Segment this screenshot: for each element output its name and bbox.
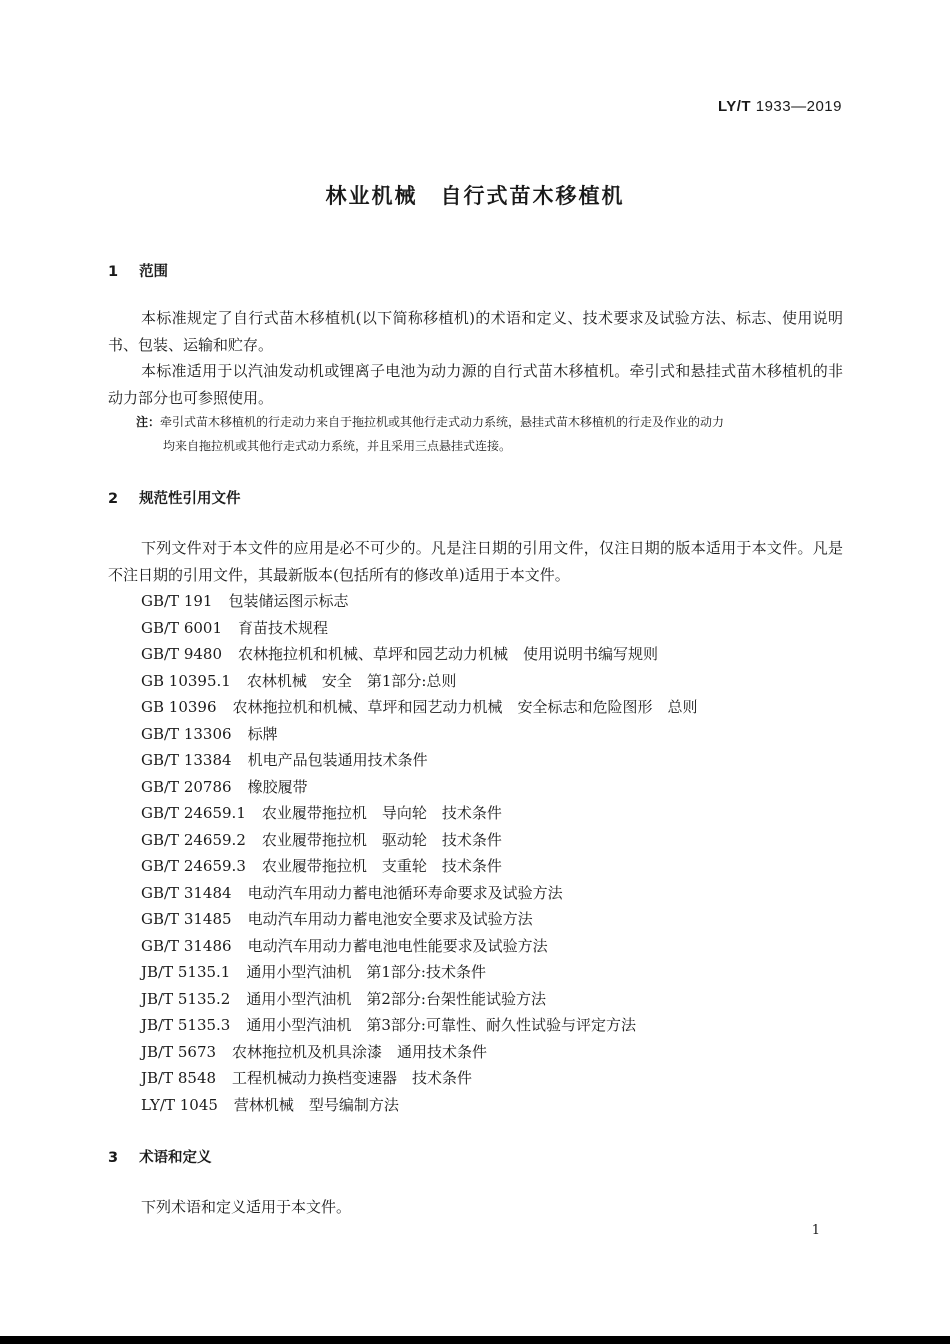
- terms-intro: 下列术语和定义适用于本文件。: [141, 1198, 352, 1216]
- scope-paragraph-2: 本标准适用于以汽油发动机或锂离子电池为动力源的自行式苗木移植机。牵引式和悬挂式苗木移植机的非动力部分也可参照使用。: [108, 362, 843, 407]
- document-title: 林业机械 自行式苗木移植机: [325, 184, 625, 208]
- reference-code: GB/T 24659.3: [141, 857, 246, 875]
- scope-note: [136, 410, 843, 458]
- reference-item: [141, 694, 698, 721]
- reference-code: LY/T 1045: [141, 1095, 218, 1114]
- reference-item: [141, 880, 698, 907]
- reference-item: [141, 747, 698, 774]
- reference-code: JB/T 5135.2: [141, 989, 231, 1008]
- reference-item: [141, 1065, 698, 1092]
- reference-item: [141, 721, 698, 748]
- reference-name: 电动汽车用动力蓄电池安全要求及试验方法: [247, 910, 533, 928]
- reference-name: 营林机械 型号编制方法: [233, 1095, 399, 1114]
- reference-code: GB/T 31486: [141, 936, 232, 955]
- section-number: 2: [108, 491, 119, 507]
- reference-item: [141, 933, 698, 960]
- reference-name: 机电产品包装通用技术条件: [247, 751, 428, 769]
- section-title: 规范性引用文件: [139, 491, 241, 507]
- standard-code: [718, 98, 842, 115]
- reference-code: GB/T 9480: [141, 645, 223, 663]
- reference-code: GB/T 13306: [141, 724, 232, 743]
- reference-code: GB/T 24659.2: [141, 830, 246, 849]
- reference-item: [141, 986, 698, 1013]
- reference-item: [141, 668, 698, 695]
- reference-code: JB/T 5673: [141, 1042, 217, 1061]
- reference-code: JB/T 5135.1: [141, 963, 231, 981]
- reference-name: 农林拖拉机及机具涂漆 通用技术条件: [232, 1042, 488, 1061]
- reference-item: [141, 774, 698, 801]
- reference-name: 农业履带拖拉机 支重轮 技术条件: [261, 857, 502, 875]
- reference-name: 农林拖拉机和机械、草坪和园艺动力机械 使用说明书编写规则: [238, 645, 659, 663]
- reference-code: GB 10395.1: [141, 671, 231, 690]
- scope-paragraph-1: 本标准规定了自行式苗木移植机(以下简称移植机)的术语和定义、技术要求及试验方法、标志、使用说明书、包装、运输和贮存。: [108, 309, 843, 354]
- reference-name: 通用小型汽油机 第2部分:台架性能试验方法: [246, 989, 546, 1008]
- standard-code-number: 1933—2019: [755, 98, 842, 115]
- reference-item: [141, 588, 698, 615]
- reference-name: 农林机械 安全 第1部分:总则: [246, 671, 457, 690]
- reference-list: [141, 588, 698, 1118]
- reference-code: GB/T 6001: [141, 618, 223, 637]
- reference-code: GB 10396: [141, 698, 217, 716]
- standard-code-prefix: LY/T: [717, 98, 752, 115]
- reference-name: 农业履带拖拉机 导向轮 技术条件: [261, 804, 502, 822]
- reference-item: [141, 1092, 698, 1119]
- reference-name: 工程机械动力换档变速器 技术条件: [232, 1069, 473, 1087]
- reference-code: GB/T 31484: [141, 883, 232, 902]
- reference-item: [141, 906, 698, 933]
- reference-code: GB/T 31485: [141, 910, 232, 928]
- reference-item: [141, 1039, 698, 1066]
- page-number: 1: [811, 1223, 820, 1238]
- reference-item: [141, 800, 698, 827]
- reference-item: [141, 1012, 698, 1039]
- reference-item: [141, 959, 698, 986]
- reference-item: [141, 641, 698, 668]
- reference-item: [141, 827, 698, 854]
- section-title: 范围: [139, 264, 169, 280]
- reference-name: 育苗技术规程: [238, 618, 329, 637]
- section-number: 1: [108, 264, 119, 280]
- reference-name: 通用小型汽油机 第1部分:技术条件: [246, 963, 486, 981]
- reference-name: 农业履带拖拉机 驱动轮 技术条件: [261, 830, 502, 849]
- reference-name: 通用小型汽油机 第3部分:可靠性、耐久性试验与评定方法: [246, 1016, 636, 1034]
- reference-name: 农林拖拉机和机械、草坪和园艺动力机械 安全标志和危险图形 总则: [232, 698, 698, 716]
- reference-item: [141, 853, 698, 880]
- section-title: 术语和定义: [139, 1150, 212, 1166]
- section-heading-scope: [108, 260, 168, 281]
- references-intro: 下列文件对于本文件的应用是必不可少的。凡是注日期的引用文件，仅注日期的版本适用于本文件。凡是不注日期的引用文件，其最新版本(包括所有的修改单)适用于本文件。: [108, 539, 843, 584]
- note-line-1: 牵引式苗木移植机的行走动力来自于拖拉机或其他行走式动力系统，悬挂式苗木移植机的行走及作业的动力: [160, 415, 725, 429]
- reference-name: 电动汽车用动力蓄电池电性能要求及试验方法: [247, 936, 548, 955]
- reference-code: GB/T 20786: [141, 777, 232, 796]
- reference-code: JB/T 5135.3: [141, 1016, 231, 1034]
- note-line-2: 均来自拖拉机或其他行走式动力系统，并且采用三点悬挂式连接。: [163, 439, 512, 453]
- reference-item: [141, 615, 698, 642]
- reference-name: 标牌: [247, 724, 278, 743]
- reference-code: GB/T 191: [141, 592, 213, 610]
- reference-name: 电动汽车用动力蓄电池循环寿命要求及试验方法: [247, 883, 563, 902]
- section-number: 3: [108, 1150, 119, 1166]
- page-bottom-border: [0, 1336, 950, 1344]
- reference-code: GB/T 24659.1: [141, 804, 246, 822]
- reference-name: 包装储运图示标志: [228, 592, 349, 610]
- note-label: 注：: [136, 415, 161, 429]
- section-heading-terms: [108, 1146, 212, 1167]
- section-heading-normative-references: [108, 487, 241, 508]
- reference-name: 橡胶履带: [247, 777, 308, 796]
- reference-code: JB/T 8548: [141, 1069, 217, 1087]
- reference-code: GB/T 13384: [141, 751, 232, 769]
